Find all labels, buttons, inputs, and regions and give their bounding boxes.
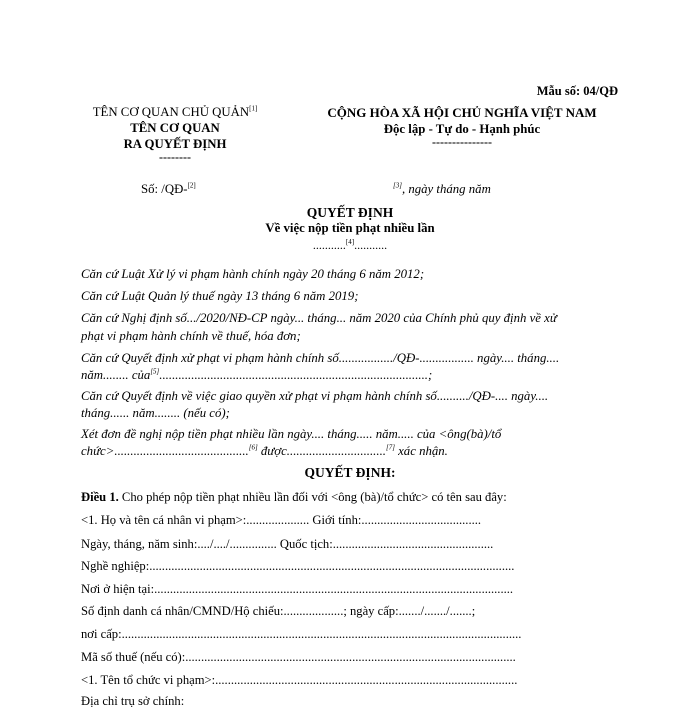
right-header [287, 105, 637, 150]
field-birth-nationality: Ngày, tháng, năm sinh:..../..../............... Quốc tịch:................................................... [81, 537, 494, 551]
footnote-ref: [4] [345, 238, 355, 246]
field-tax-code: Mã số thuế (nếu có):......................................................................................................... [81, 650, 516, 664]
field-id-number: Số định danh cá nhân/CMND/Hộ chiếu:...................; ngày cấp:......./......./.......; [81, 604, 476, 618]
field-violator-name: <1. Họ và tên cá nhân vi phạm>:.................... Giới tính:...................................... [81, 513, 482, 527]
field-organization-name: <1. Tên tổ chức vi phạm>:................................................................................................ [81, 673, 518, 687]
decision-heading: QUYẾT ĐỊNH: [304, 465, 396, 480]
decision-number: Số: /QĐ-[2] [141, 181, 196, 196]
form-number: Mẫu số: 04/QĐ [536, 84, 618, 98]
footnote-ref: [1] [249, 104, 258, 113]
title-sub: Về việc nộp tiền phạt nhiều lần [265, 221, 435, 235]
article-1-label: Điều 1. [81, 490, 119, 504]
field-occupation: Nghề nghiệp:.................................................................................................................... [81, 559, 515, 573]
footnote-ref: [5] [150, 367, 160, 376]
left-header [70, 105, 280, 165]
agency-sub: RA QUYẾT ĐỊNH [123, 137, 227, 151]
field-issue-place: nơi cấp:............................................................................................................................... [81, 627, 522, 641]
preamble-5a: Căn cứ Quyết định về việc giao quyền xử phạt vi phạm hành chính số........../QĐ-.... ngày.... [81, 389, 549, 403]
article-1-text: Cho phép nộp tiền phạt nhiều lần đối với <ông (bà)/tổ chức> có tên sau đây: [118, 490, 507, 504]
footnote-ref: [7] [385, 443, 395, 452]
preamble-3b: phạt vi phạm hành chính về thuế, hóa đơn; [81, 329, 301, 343]
article-1 [81, 490, 507, 505]
field-residence: Nơi ở hiện tại:.................................................................................................................. [81, 582, 514, 596]
title-dots: ...........[4]........... [312, 238, 388, 252]
preamble-4a: Căn cứ Quyết định xử phạt vi phạm hành chính số................./QĐ-................. ngày.... tháng.... [81, 351, 560, 365]
agency-name: TÊN CƠ QUAN [130, 121, 220, 135]
nation-name: CỘNG HÒA XÃ HỘI CHỦ NGHĨA VIỆT NAM [327, 105, 597, 120]
left-divider: -------- [159, 150, 191, 164]
field-head-office: Địa chỉ trụ sở chính: [81, 694, 185, 708]
preamble-3a: Căn cứ Nghị định số.../2020/NĐ-CP ngày... tháng... năm 2020 của Chính phủ quy định về xử [81, 311, 557, 325]
document-title [0, 205, 700, 253]
footnote-ref: [6] [248, 443, 258, 452]
title-main: QUYẾT ĐỊNH [306, 205, 394, 220]
preamble-2: Căn cứ Luật Quản lý thuế ngày 13 tháng 6 năm 2019; [81, 289, 359, 303]
preamble-6a: Xét đơn đề nghị nộp tiền phạt nhiều lần ngày.... tháng..... năm..... của <ông(bà)/tổ [81, 427, 502, 441]
preamble-1: Căn cứ Luật Xử lý vi phạm hành chính ngày 20 tháng 6 năm 2012; [81, 267, 425, 281]
right-divider: --------------- [432, 135, 492, 149]
agency-parent: TÊN CƠ QUAN CHỦ QUẢN[1] [92, 104, 258, 119]
preamble-5b: tháng...... năm........ (nếu có); [81, 406, 230, 420]
nation-motto: Độc lập - Tự do - Hạnh phúc [383, 122, 541, 136]
footnote-ref: [2] [187, 181, 196, 190]
preamble-4b: năm........ của[5]....................................................................................; [81, 367, 433, 382]
preamble-6b: chức>..........................................[6] được...............................[7] xác nhận. [81, 443, 448, 458]
footnote-ref: [3] [393, 181, 402, 190]
place-date: [3], ngày tháng năm [393, 181, 491, 196]
